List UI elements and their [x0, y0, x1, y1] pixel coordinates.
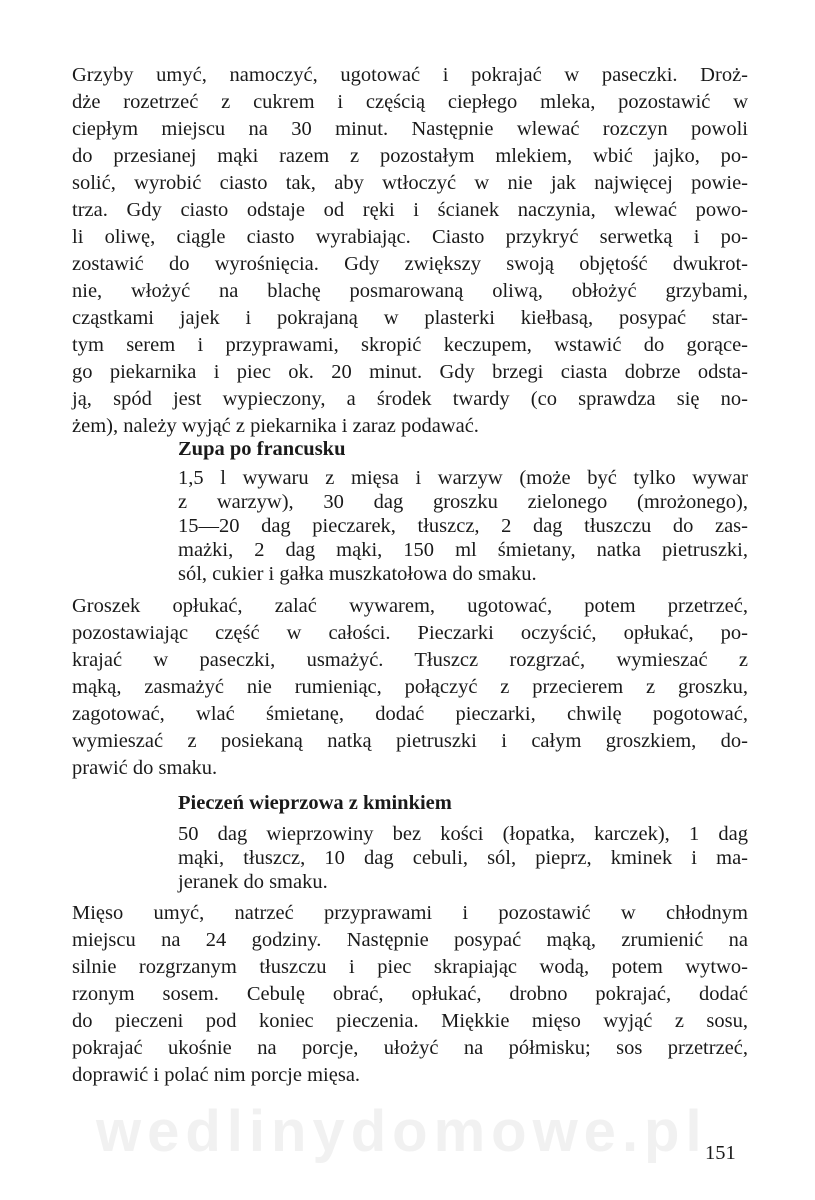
text-line: nie, włożyć na blachę posmarowaną oliwą, obłożyć grzybami, [72, 280, 748, 302]
text-line: mąką, zasmażyć nie rumieniąc, połączyć z przecierem z groszku, [72, 676, 748, 698]
ingredient-line: mąki, tłuszcz, 10 dag cebuli, sól, pieprz, kminek i ma- [178, 847, 748, 869]
text-line: tym serem i przyprawami, skropić keczupem, wstawić do gorące- [72, 334, 748, 356]
ingredient-line: z warzyw), 30 dag groszku zielonego (mrożonego), [178, 491, 748, 513]
recipe-title: Pieczeń wieprzowa z kminkiem [178, 792, 452, 814]
text-line: rzonym sosem. Cebulę obrać, opłukać, drobno pokrajać, dodać [72, 983, 748, 1005]
method-paragraph [72, 593, 748, 782]
text-line: pozostawiając część w całości. Pieczarki oczyścić, opłukać, po- [72, 622, 748, 644]
recipe-title: Zupa po francusku [178, 438, 346, 460]
text-line: do pieczeni pod koniec pieczenia. Miękkie mięso wyjąć z sosu, [72, 1010, 748, 1032]
text-line: pokrajać ukośnie na porcje, ułożyć na półmisku; sos przetrzeć, [72, 1037, 748, 1059]
text-line: trza. Gdy ciasto odstaje od ręki i ścianek naczynia, wlewać powo- [72, 199, 748, 221]
ingredients-list [178, 822, 748, 894]
ingredients-list [178, 466, 748, 586]
ingredient-line: 15—20 dag pieczarek, tłuszcz, 2 dag tłuszczu do zas- [178, 515, 748, 537]
text-line: zostawić do wyrośnięcia. Gdy zwiększy swoją objętość dwukrot- [72, 253, 748, 275]
text-line: Groszek opłukać, zalać wywarem, ugotować, potem przetrzeć, [72, 595, 748, 617]
text-line: prawić do smaku. [72, 757, 218, 779]
ingredient-line: sól, cukier i gałka muszkatołowa do smaku. [178, 563, 537, 585]
text-line: Mięso umyć, natrzeć przyprawami i pozostawić w chłodnym [72, 902, 748, 924]
page-number: 151 [705, 1142, 736, 1164]
text-line: miejscu na 24 godziny. Następnie posypać mąką, zrumienić na [72, 929, 748, 951]
text-line: do przesianej mąki razem z pozostałym mlekiem, wbić jajko, po- [72, 145, 748, 167]
text-line: go piekarnika i piec ok. 20 minut. Gdy brzegi ciasta dobrze odsta- [72, 361, 748, 383]
text-line: ją, spód jest wypieczony, a środek twardy (co sprawdza się no- [72, 388, 748, 410]
text-line: krajać w paseczki, usmażyć. Tłuszcz rozgrzać, wymieszać z [72, 649, 748, 671]
text-line: dże rozetrzeć z cukrem i częścią ciepłego mleka, pozostawić w [72, 91, 748, 113]
text-line: żem), należy wyjąć z piekarnika i zaraz podawać. [72, 415, 479, 437]
text-line: li oliwę, ciągle ciasto wyrabiając. Ciasto przykryć serwetką i po- [72, 226, 748, 248]
text-line: silnie rozgrzanym tłuszczu i piec skrapiając wodą, potem wytwo- [72, 956, 748, 978]
text-line: zagotować, wlać śmietanę, dodać pieczarki, chwilę pogotować, [72, 703, 748, 725]
intro-paragraph [72, 62, 748, 440]
text-line: ciepłym miejscu na 30 minut. Następnie wlewać rozczyn powoli [72, 118, 748, 140]
text-line: solić, wyrobić ciasto tak, aby wtłoczyć w nie jak najwięcej powie- [72, 172, 748, 194]
watermark: wedlinydomowe.pl [96, 1099, 708, 1164]
text-line: wymieszać z posiekaną natką pietruszki i całym groszkiem, do- [72, 730, 748, 752]
ingredient-line: mażki, 2 dag mąki, 150 ml śmietany, natka pietruszki, [178, 539, 748, 561]
ingredient-line: jeranek do smaku. [178, 871, 328, 893]
text-line: cząstkami jajek i pokrajaną w plasterki kiełbasą, posypać star- [72, 307, 748, 329]
ingredient-line: 1,5 l wywaru z mięsa i warzyw (może być tylko wywar [178, 467, 748, 489]
text-line: Grzyby umyć, namoczyć, ugotować i pokrajać w paseczki. Droż- [72, 64, 748, 86]
ingredient-line: 50 dag wieprzowiny bez kości (łopatka, karczek), 1 dag [178, 823, 748, 845]
text-line: doprawić i polać nim porcje mięsa. [72, 1064, 361, 1086]
method-paragraph [72, 900, 748, 1089]
